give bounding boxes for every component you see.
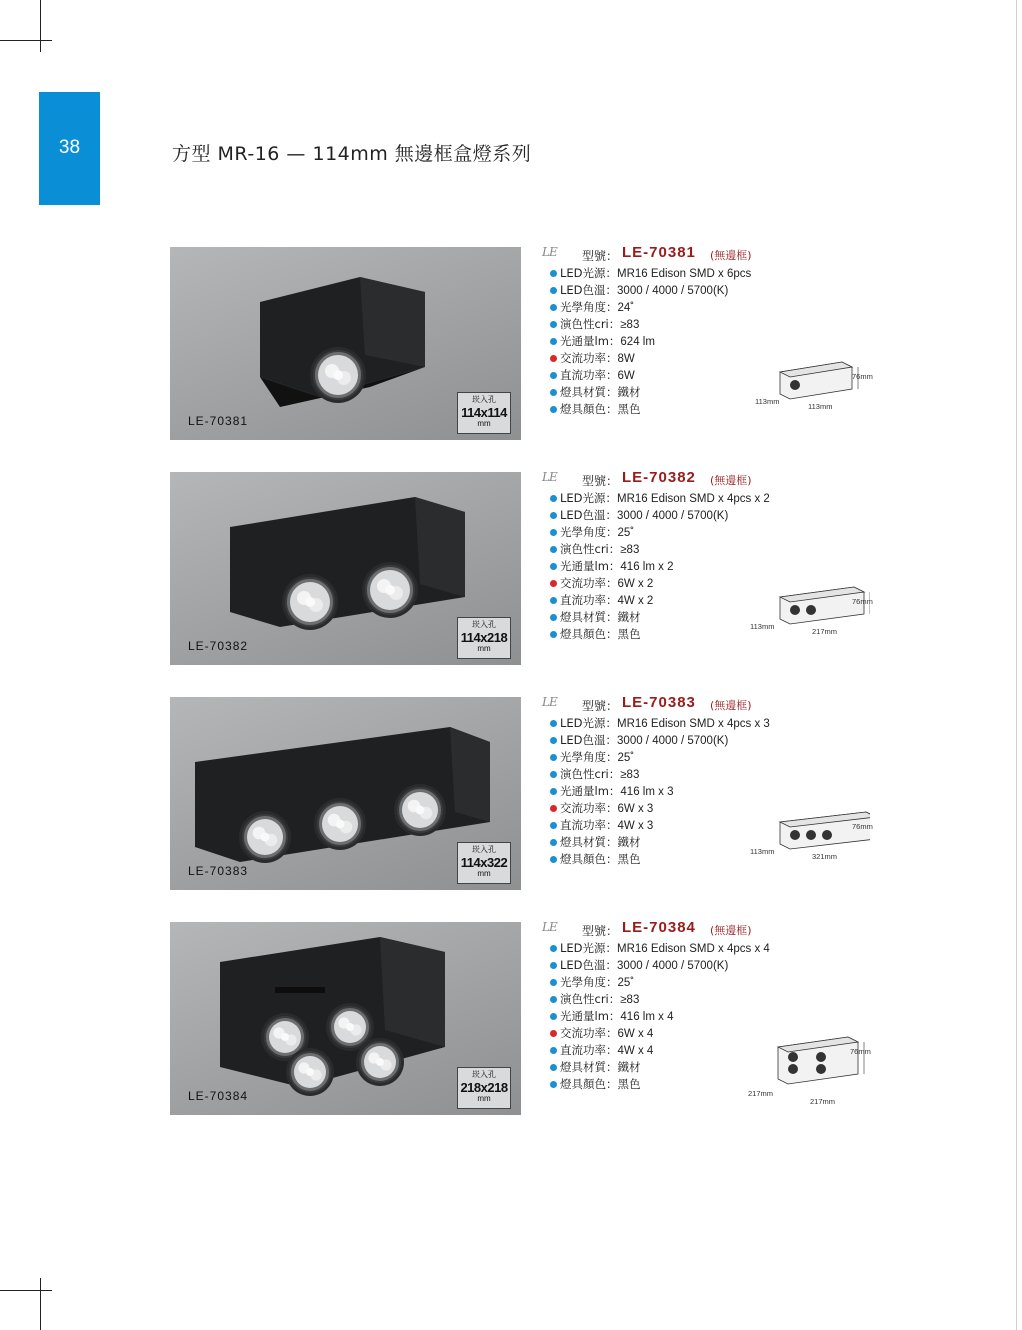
bullet-dot-icon bbox=[550, 1064, 557, 1071]
bullet-dot-icon bbox=[550, 631, 557, 638]
product-photo bbox=[170, 247, 521, 440]
bullet-dot-icon bbox=[550, 406, 557, 413]
spec-value: 25˚ bbox=[617, 977, 635, 989]
spec-value: MR16 Edison SMD x 4pcs x 3 bbox=[617, 718, 770, 730]
spec-value: 黑色 bbox=[617, 1079, 641, 1091]
model-tag: (無邊框) bbox=[710, 474, 752, 487]
spec-value: 4W x 2 bbox=[617, 595, 654, 607]
spec-value: 黑色 bbox=[617, 854, 641, 866]
spec-row bbox=[548, 991, 808, 1008]
bullet-dot-icon bbox=[550, 737, 557, 744]
spec-key: 交流功率： bbox=[560, 351, 618, 365]
spec-value: 3000 / 4000 / 5700(K) bbox=[617, 960, 729, 972]
spec-key: 光通量lm： bbox=[560, 1009, 621, 1023]
cutout-label: 崁入孔 bbox=[472, 395, 496, 404]
crop-mark bbox=[40, 0, 41, 52]
spec-key: 燈具材質： bbox=[560, 385, 618, 399]
spec-key: 燈具顏色： bbox=[560, 1077, 618, 1091]
model-line bbox=[542, 694, 808, 715]
dimension-drawing bbox=[750, 577, 873, 637]
cutout-size: 114x114 bbox=[461, 405, 507, 420]
spec-value: 6W x 2 bbox=[617, 578, 654, 590]
spec-value: 6W bbox=[617, 370, 635, 382]
brand-logo: LE bbox=[542, 695, 557, 709]
bullet-dot-icon bbox=[550, 546, 557, 553]
spec-value: MR16 Edison SMD x 4pcs x 4 bbox=[617, 943, 770, 955]
bullet-dot-icon bbox=[550, 720, 557, 727]
spec-value: ≥83 bbox=[620, 769, 640, 781]
spec-row bbox=[548, 732, 808, 749]
spec-value: MR16 Edison SMD x 6pcs bbox=[617, 268, 752, 280]
spec-key: 演色性cri： bbox=[560, 317, 621, 331]
bullet-dot-icon bbox=[550, 771, 557, 778]
bullet-dot-icon bbox=[550, 788, 557, 795]
product-block bbox=[170, 919, 871, 1117]
spec-value: ≥83 bbox=[620, 319, 640, 331]
spec-row bbox=[548, 749, 808, 766]
product-block bbox=[170, 244, 873, 442]
spec-value: 416 lm x 4 bbox=[620, 1011, 674, 1023]
model-line bbox=[542, 469, 808, 490]
dimension-width: 321mm bbox=[812, 852, 838, 861]
spec-row bbox=[548, 333, 808, 350]
photo-model-label: LE-70383 bbox=[188, 864, 249, 878]
dimension-drawing bbox=[750, 802, 873, 862]
spec-key: 燈具材質： bbox=[560, 835, 618, 849]
spec-row bbox=[548, 265, 808, 282]
product-photo bbox=[170, 697, 521, 890]
spec-value: 鐵材 bbox=[617, 387, 641, 399]
cutout-unit: mm bbox=[477, 869, 491, 878]
spec-key: LED光源： bbox=[560, 716, 618, 730]
spec-key: LED色溫： bbox=[560, 283, 618, 297]
spec-value: 黑色 bbox=[617, 629, 641, 641]
spec-row bbox=[548, 558, 808, 575]
spec-row bbox=[548, 282, 808, 299]
photo-model-label: LE-70382 bbox=[188, 639, 249, 653]
spec-value: 8W bbox=[617, 353, 635, 365]
spec-key: 演色性cri： bbox=[560, 542, 621, 556]
page-title: 方型 MR-16 — 114mm 無邊框盒燈系列 bbox=[172, 143, 532, 165]
bullet-dot-icon bbox=[550, 856, 557, 863]
spec-row bbox=[548, 299, 808, 316]
model-tag: (無邊框) bbox=[710, 924, 752, 937]
model-tag: (無邊框) bbox=[710, 249, 752, 262]
bullet-dot-icon bbox=[550, 614, 557, 621]
cutout-size: 114x218 bbox=[460, 630, 508, 645]
spec-value: 6W x 4 bbox=[617, 1028, 654, 1040]
photo-model-label: LE-70381 bbox=[188, 414, 249, 428]
cutout-size-box bbox=[457, 392, 511, 434]
spec-row bbox=[548, 940, 808, 957]
bullet-dot-icon bbox=[550, 563, 557, 570]
spec-row bbox=[548, 507, 808, 524]
spec-value: 黑色 bbox=[617, 404, 641, 416]
spec-key: LED光源： bbox=[560, 941, 618, 955]
dimension-drawing bbox=[755, 352, 873, 412]
cutout-unit: mm bbox=[477, 1094, 491, 1103]
bullet-dot-icon bbox=[550, 580, 557, 587]
spec-key: 演色性cri： bbox=[560, 992, 621, 1006]
bullet-dot-icon bbox=[550, 270, 557, 277]
spec-value: 24˚ bbox=[617, 302, 635, 314]
dimension-height: 76mm bbox=[852, 372, 873, 381]
bullet-dot-icon bbox=[550, 805, 557, 812]
cutout-size: 114x322 bbox=[460, 855, 508, 870]
spec-value: 3000 / 4000 / 5700(K) bbox=[617, 735, 729, 747]
bullet-dot-icon bbox=[550, 321, 557, 328]
dimension-width: 217mm bbox=[812, 627, 838, 636]
spec-value: 4W x 4 bbox=[617, 1045, 654, 1057]
bullet-dot-icon bbox=[550, 1081, 557, 1088]
crop-mark bbox=[40, 1278, 41, 1330]
model-key: 型號： bbox=[582, 474, 619, 488]
bullet-dot-icon bbox=[550, 389, 557, 396]
spec-key: 交流功率： bbox=[560, 801, 618, 815]
brand-logo: LE bbox=[542, 470, 557, 484]
crop-mark bbox=[0, 40, 52, 41]
spec-value: ≥83 bbox=[620, 994, 640, 1006]
dimension-drawing bbox=[748, 1027, 871, 1106]
bullet-dot-icon bbox=[550, 1030, 557, 1037]
dimension-depth: 217mm bbox=[748, 1089, 774, 1098]
spec-row bbox=[548, 715, 808, 732]
model-key: 型號： bbox=[582, 249, 619, 263]
spec-key: 直流功率： bbox=[560, 818, 618, 832]
bullet-dot-icon bbox=[550, 495, 557, 502]
spec-key: 交流功率： bbox=[560, 1026, 618, 1040]
spec-row bbox=[548, 541, 808, 558]
cutout-label: 崁入孔 bbox=[472, 620, 496, 629]
dimension-height: 76mm bbox=[852, 597, 873, 606]
spec-key: 光通量lm： bbox=[560, 559, 621, 573]
spec-key: 光學角度： bbox=[560, 750, 618, 764]
spec-row bbox=[548, 524, 808, 541]
spec-row bbox=[548, 1008, 808, 1025]
crop-mark bbox=[1016, 0, 1017, 1330]
spec-key: 光學角度： bbox=[560, 525, 618, 539]
product-block bbox=[170, 694, 873, 892]
bullet-dot-icon bbox=[550, 372, 557, 379]
spec-row bbox=[548, 316, 808, 333]
model-line bbox=[542, 244, 808, 265]
bullet-dot-icon bbox=[550, 338, 557, 345]
spec-key: LED色溫： bbox=[560, 508, 618, 522]
spec-key: 交流功率： bbox=[560, 576, 618, 590]
spec-value: 25˚ bbox=[617, 527, 635, 539]
spec-value: ≥83 bbox=[620, 544, 640, 556]
cutout-unit: mm bbox=[477, 419, 491, 428]
bullet-dot-icon bbox=[550, 1047, 557, 1054]
cutout-label: 崁入孔 bbox=[472, 845, 496, 854]
bullet-dot-icon bbox=[550, 304, 557, 311]
dimension-depth: 113mm bbox=[750, 622, 775, 631]
dimension-depth: 113mm bbox=[750, 847, 775, 856]
bullet-dot-icon bbox=[550, 839, 557, 846]
dimension-depth: 113mm bbox=[755, 397, 780, 406]
model-number: LE-70384 bbox=[622, 919, 696, 936]
model-key: 型號： bbox=[582, 699, 619, 713]
spec-value: 3000 / 4000 / 5700(K) bbox=[617, 285, 729, 297]
spec-row bbox=[548, 783, 808, 800]
cutout-label: 崁入孔 bbox=[472, 1070, 496, 1079]
dimension-width: 113mm bbox=[808, 402, 833, 411]
spec-key: LED光源： bbox=[560, 491, 618, 505]
bullet-dot-icon bbox=[550, 597, 557, 604]
cutout-size: 218x218 bbox=[460, 1080, 508, 1095]
cutout-size-box bbox=[457, 617, 511, 659]
spec-key: 直流功率： bbox=[560, 1043, 618, 1057]
dimension-width: 217mm bbox=[810, 1097, 836, 1106]
bullet-dot-icon bbox=[550, 822, 557, 829]
spec-key: LED光源： bbox=[560, 266, 618, 280]
spec-value: 416 lm x 2 bbox=[620, 561, 674, 573]
model-tag: (無邊框) bbox=[710, 699, 752, 712]
spec-row bbox=[548, 974, 808, 991]
bullet-dot-icon bbox=[550, 355, 557, 362]
bullet-dot-icon bbox=[550, 962, 557, 969]
model-number: LE-70381 bbox=[622, 244, 696, 261]
dimension-height: 76mm bbox=[850, 1047, 871, 1056]
product-block bbox=[170, 469, 873, 667]
spec-key: 燈具材質： bbox=[560, 1060, 618, 1074]
spec-value: 鐵材 bbox=[617, 837, 641, 849]
spec-key: 直流功率： bbox=[560, 368, 618, 382]
spec-key: 燈具材質： bbox=[560, 610, 618, 624]
crop-mark bbox=[0, 1290, 52, 1291]
spec-key: 燈具顏色： bbox=[560, 852, 618, 866]
bullet-dot-icon bbox=[550, 945, 557, 952]
brand-logo: LE bbox=[542, 245, 557, 259]
bullet-dot-icon bbox=[550, 979, 557, 986]
bullet-dot-icon bbox=[550, 1013, 557, 1020]
bullet-dot-icon bbox=[550, 512, 557, 519]
bullet-dot-icon bbox=[550, 529, 557, 536]
product-photo bbox=[170, 922, 521, 1115]
bullet-dot-icon bbox=[550, 996, 557, 1003]
spec-key: 光通量lm： bbox=[560, 334, 621, 348]
spec-key: 燈具顏色： bbox=[560, 402, 618, 416]
cutout-size-box bbox=[457, 1067, 511, 1109]
photo-model-label: LE-70384 bbox=[188, 1089, 249, 1103]
spec-key: 光學角度： bbox=[560, 975, 618, 989]
spec-value: 6W x 3 bbox=[617, 803, 654, 815]
model-key: 型號： bbox=[582, 924, 619, 938]
page-number-tab bbox=[39, 92, 100, 205]
brand-logo: LE bbox=[542, 920, 557, 934]
spec-row bbox=[548, 957, 808, 974]
dimension-height: 76mm bbox=[852, 822, 873, 831]
model-number: LE-70383 bbox=[622, 694, 696, 711]
spec-key: 演色性cri： bbox=[560, 767, 621, 781]
spec-key: 光通量lm： bbox=[560, 784, 621, 798]
spec-value: 鐵材 bbox=[617, 612, 641, 624]
spec-row bbox=[548, 766, 808, 783]
model-line bbox=[542, 919, 808, 940]
bullet-dot-icon bbox=[550, 287, 557, 294]
spec-key: 燈具顏色： bbox=[560, 627, 618, 641]
cutout-size-box bbox=[457, 842, 511, 884]
product-photo bbox=[170, 472, 521, 665]
model-number: LE-70382 bbox=[622, 469, 696, 486]
spec-key: 直流功率： bbox=[560, 593, 618, 607]
spec-value: 416 lm x 3 bbox=[620, 786, 674, 798]
spec-value: 624 lm bbox=[620, 336, 655, 348]
spec-value: 4W x 3 bbox=[617, 820, 654, 832]
cutout-unit: mm bbox=[477, 644, 491, 653]
spec-key: LED色溫： bbox=[560, 958, 618, 972]
spec-value: 3000 / 4000 / 5700(K) bbox=[617, 510, 729, 522]
spec-row bbox=[548, 490, 808, 507]
spec-value: 25˚ bbox=[617, 752, 635, 764]
bullet-dot-icon bbox=[550, 754, 557, 761]
spec-value: MR16 Edison SMD x 4pcs x 2 bbox=[617, 493, 770, 505]
spec-value: 鐵材 bbox=[617, 1062, 641, 1074]
page-number: 38 bbox=[58, 137, 81, 158]
spec-key: LED色溫： bbox=[560, 733, 618, 747]
spec-key: 光學角度： bbox=[560, 300, 618, 314]
